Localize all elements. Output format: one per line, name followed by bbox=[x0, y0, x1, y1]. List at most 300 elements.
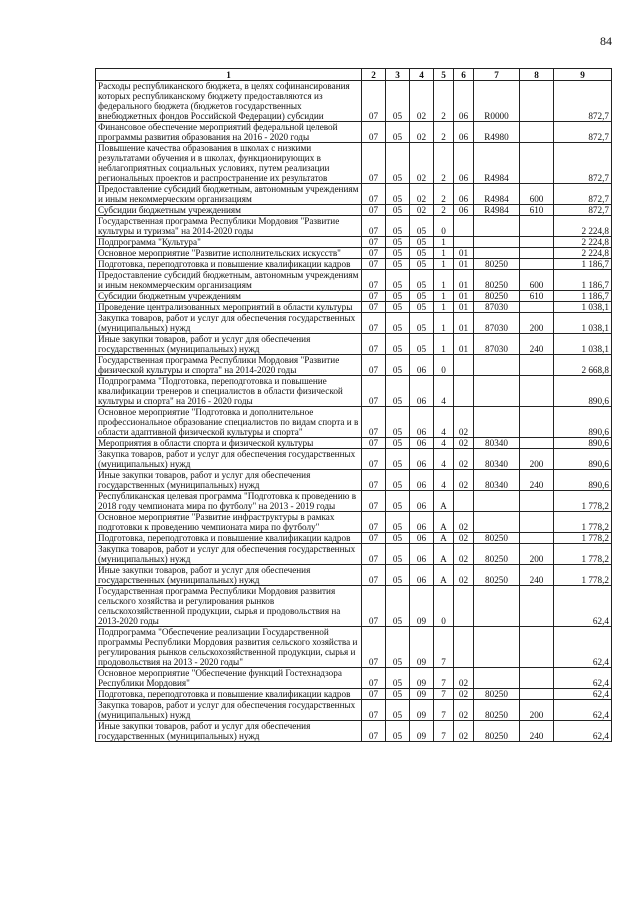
cell-subsection: 05 bbox=[386, 438, 410, 449]
cell-amount: 1 778,2 bbox=[554, 544, 612, 565]
cell-subprogram: 4 bbox=[434, 449, 454, 470]
cell-expense-type: 600 bbox=[520, 270, 554, 291]
cell-section: 07 bbox=[362, 205, 386, 216]
cell-expense-type: 240 bbox=[520, 565, 554, 586]
cell-section: 07 bbox=[362, 491, 386, 512]
cell-program: 06 bbox=[410, 533, 434, 544]
cell-direction: 87030 bbox=[474, 302, 520, 313]
cell-program: 06 bbox=[410, 491, 434, 512]
cell-section: 07 bbox=[362, 689, 386, 700]
cell-expense-type: 610 bbox=[520, 205, 554, 216]
cell-section: 07 bbox=[362, 449, 386, 470]
cell-expense-type: 240 bbox=[520, 334, 554, 355]
cell-amount: 62,4 bbox=[554, 721, 612, 742]
cell-subprogram: 4 bbox=[434, 470, 454, 491]
column-header: 4 bbox=[410, 69, 434, 81]
cell-expense-type: 200 bbox=[520, 700, 554, 721]
cell-amount: 890,6 bbox=[554, 438, 612, 449]
cell-program: 02 bbox=[410, 122, 434, 143]
cell-direction: R4984 bbox=[474, 143, 520, 184]
cell-description: Государственная программа Республики Мордовия развития сельского хозяйства и регулирования рынков сельскохозяйственной продукции, сырья и продовольствия на 2013-2020 годы bbox=[96, 586, 362, 627]
cell-expense-type bbox=[520, 355, 554, 376]
cell-activity: 01 bbox=[454, 334, 474, 355]
cell-subprogram: 7 bbox=[434, 700, 454, 721]
cell-direction bbox=[474, 248, 520, 259]
cell-direction: 80250 bbox=[474, 544, 520, 565]
cell-amount: 872,7 bbox=[554, 205, 612, 216]
cell-program: 06 bbox=[410, 376, 434, 407]
table-row bbox=[96, 721, 612, 742]
cell-direction bbox=[474, 491, 520, 512]
cell-amount: 2 668,8 bbox=[554, 355, 612, 376]
cell-activity: 02 bbox=[454, 544, 474, 565]
cell-section: 07 bbox=[362, 216, 386, 237]
cell-amount: 1 778,2 bbox=[554, 565, 612, 586]
cell-direction bbox=[474, 376, 520, 407]
cell-direction bbox=[474, 627, 520, 668]
cell-description: Иные закупки товаров, работ и услуг для обеспечения государственных (муниципальных) нужд bbox=[96, 721, 362, 742]
cell-activity: 02 bbox=[454, 565, 474, 586]
table-row bbox=[96, 449, 612, 470]
cell-subprogram: 2 bbox=[434, 143, 454, 184]
cell-section: 07 bbox=[362, 700, 386, 721]
cell-amount: 1 038,1 bbox=[554, 334, 612, 355]
cell-amount: 890,6 bbox=[554, 449, 612, 470]
table-row bbox=[96, 355, 612, 376]
cell-amount: 1 038,1 bbox=[554, 302, 612, 313]
table-row bbox=[96, 565, 612, 586]
cell-amount: 2 224,8 bbox=[554, 237, 612, 248]
table-row bbox=[96, 627, 612, 668]
cell-description: Основное мероприятие "Обеспечение функций Гостехнадзора Республики Мордовия" bbox=[96, 668, 362, 689]
column-header: 9 bbox=[554, 69, 612, 81]
cell-program: 09 bbox=[410, 627, 434, 668]
cell-description: Закупка товаров, работ и услуг для обеспечения государственных (муниципальных) нужд bbox=[96, 313, 362, 334]
cell-subprogram: 1 bbox=[434, 237, 454, 248]
cell-direction bbox=[474, 586, 520, 627]
cell-expense-type bbox=[520, 122, 554, 143]
cell-amount: 890,6 bbox=[554, 407, 612, 438]
cell-subprogram: А bbox=[434, 565, 454, 586]
table-row bbox=[96, 81, 612, 122]
cell-subsection: 05 bbox=[386, 184, 410, 205]
cell-activity bbox=[454, 627, 474, 668]
cell-subprogram: 0 bbox=[434, 216, 454, 237]
cell-amount: 62,4 bbox=[554, 668, 612, 689]
cell-section: 07 bbox=[362, 668, 386, 689]
cell-subsection: 05 bbox=[386, 565, 410, 586]
cell-direction: 80250 bbox=[474, 291, 520, 302]
cell-amount: 872,7 bbox=[554, 143, 612, 184]
cell-expense-type bbox=[520, 627, 554, 668]
cell-section: 07 bbox=[362, 313, 386, 334]
cell-program: 09 bbox=[410, 586, 434, 627]
table-row bbox=[96, 544, 612, 565]
table-row bbox=[96, 313, 612, 334]
cell-subprogram: 2 bbox=[434, 122, 454, 143]
table-row bbox=[96, 491, 612, 512]
column-header: 5 bbox=[434, 69, 454, 81]
cell-program: 09 bbox=[410, 668, 434, 689]
table-row bbox=[96, 143, 612, 184]
cell-activity: 02 bbox=[454, 512, 474, 533]
cell-activity: 01 bbox=[454, 302, 474, 313]
table-row bbox=[96, 689, 612, 700]
cell-subprogram: 4 bbox=[434, 376, 454, 407]
cell-section: 07 bbox=[362, 586, 386, 627]
column-header: 1 bbox=[96, 69, 362, 81]
cell-expense-type bbox=[520, 512, 554, 533]
cell-subsection: 05 bbox=[386, 700, 410, 721]
cell-section: 07 bbox=[362, 248, 386, 259]
cell-activity: 06 bbox=[454, 205, 474, 216]
cell-expense-type: 200 bbox=[520, 313, 554, 334]
cell-amount: 62,4 bbox=[554, 689, 612, 700]
cell-description: Мероприятия в области спорта и физической культуры bbox=[96, 438, 362, 449]
cell-direction: R0000 bbox=[474, 81, 520, 122]
cell-subsection: 05 bbox=[386, 586, 410, 627]
cell-amount: 890,6 bbox=[554, 470, 612, 491]
cell-description: Государственная программа Республики Мордовия "Развитие физической культуры и спорта" на 2014-2020 годы bbox=[96, 355, 362, 376]
cell-direction: 80250 bbox=[474, 689, 520, 700]
cell-subsection: 05 bbox=[386, 544, 410, 565]
cell-description: Проведение централизованных мероприятий в области культуры bbox=[96, 302, 362, 313]
cell-section: 07 bbox=[362, 627, 386, 668]
cell-direction: R4980 bbox=[474, 122, 520, 143]
cell-description: Подготовка, переподготовка и повышение квалификации кадров bbox=[96, 689, 362, 700]
cell-section: 07 bbox=[362, 122, 386, 143]
cell-activity bbox=[454, 237, 474, 248]
cell-program: 02 bbox=[410, 143, 434, 184]
cell-activity: 02 bbox=[454, 449, 474, 470]
table-row bbox=[96, 270, 612, 291]
table-row bbox=[96, 248, 612, 259]
cell-activity: 02 bbox=[454, 689, 474, 700]
cell-section: 07 bbox=[362, 270, 386, 291]
cell-section: 07 bbox=[362, 334, 386, 355]
cell-section: 07 bbox=[362, 259, 386, 270]
cell-direction: 80250 bbox=[474, 533, 520, 544]
cell-expense-type bbox=[520, 668, 554, 689]
cell-subprogram: 1 bbox=[434, 248, 454, 259]
column-header: 6 bbox=[454, 69, 474, 81]
cell-program: 05 bbox=[410, 334, 434, 355]
cell-activity: 02 bbox=[454, 407, 474, 438]
column-header: 2 bbox=[362, 69, 386, 81]
cell-activity: 02 bbox=[454, 721, 474, 742]
cell-description: Иные закупки товаров, работ и услуг для обеспечения государственных (муниципальных) нужд bbox=[96, 334, 362, 355]
cell-expense-type: 600 bbox=[520, 184, 554, 205]
cell-subsection: 05 bbox=[386, 122, 410, 143]
cell-description: Основное мероприятие "Развитие инфраструктуры в рамках подготовки к проведению чемпионата мира по футболу" bbox=[96, 512, 362, 533]
cell-expense-type bbox=[520, 689, 554, 700]
cell-direction: 80340 bbox=[474, 449, 520, 470]
cell-program: 06 bbox=[410, 470, 434, 491]
cell-direction: 87030 bbox=[474, 313, 520, 334]
cell-subsection: 05 bbox=[386, 376, 410, 407]
cell-subprogram: А bbox=[434, 512, 454, 533]
cell-subprogram: 1 bbox=[434, 259, 454, 270]
cell-amount: 2 224,8 bbox=[554, 216, 612, 237]
cell-program: 05 bbox=[410, 302, 434, 313]
cell-subprogram: А bbox=[434, 533, 454, 544]
cell-expense-type: 200 bbox=[520, 544, 554, 565]
cell-program: 05 bbox=[410, 270, 434, 291]
cell-description: Расходы республиканского бюджета, в целях софинансирования которых республиканскому бюджету предоставляются из федерального бюджета (бюджетов государственных внебюджетных фондов Российской Федерации) субсидии bbox=[96, 81, 362, 122]
cell-subprogram: 1 bbox=[434, 302, 454, 313]
cell-subsection: 05 bbox=[386, 291, 410, 302]
cell-subprogram: 4 bbox=[434, 407, 454, 438]
cell-section: 07 bbox=[362, 237, 386, 248]
cell-program: 06 bbox=[410, 512, 434, 533]
cell-activity bbox=[454, 355, 474, 376]
cell-description: Республиканская целевая программа "Подготовка к проведению в 2018 году чемпионата мира по футболу" на 2013 - 2019 годы bbox=[96, 491, 362, 512]
cell-activity: 02 bbox=[454, 470, 474, 491]
cell-program: 05 bbox=[410, 313, 434, 334]
cell-section: 07 bbox=[362, 355, 386, 376]
table-row bbox=[96, 259, 612, 270]
cell-section: 07 bbox=[362, 438, 386, 449]
cell-section: 07 bbox=[362, 470, 386, 491]
cell-amount: 62,4 bbox=[554, 627, 612, 668]
cell-direction bbox=[474, 355, 520, 376]
cell-section: 07 bbox=[362, 533, 386, 544]
cell-activity: 02 bbox=[454, 438, 474, 449]
cell-program: 06 bbox=[410, 449, 434, 470]
cell-program: 09 bbox=[410, 689, 434, 700]
cell-program: 05 bbox=[410, 237, 434, 248]
cell-section: 07 bbox=[362, 721, 386, 742]
cell-subprogram: 7 bbox=[434, 627, 454, 668]
cell-description: Закупка товаров, работ и услуг для обеспечения государственных (муниципальных) нужд bbox=[96, 544, 362, 565]
cell-expense-type: 240 bbox=[520, 721, 554, 742]
cell-description: Подпрограмма "Обеспечение реализации Государственной программы Республики Мордовия развития сельского хозяйства и регулирования рынков сельскохозяйственной продукции, сырья и продовольствия на 2013 - 2020 годы" bbox=[96, 627, 362, 668]
cell-section: 07 bbox=[362, 291, 386, 302]
cell-program: 05 bbox=[410, 291, 434, 302]
cell-activity: 01 bbox=[454, 291, 474, 302]
cell-program: 02 bbox=[410, 81, 434, 122]
cell-subprogram: А bbox=[434, 544, 454, 565]
cell-amount: 1 778,2 bbox=[554, 491, 612, 512]
cell-subprogram: 7 bbox=[434, 668, 454, 689]
cell-direction: 80250 bbox=[474, 700, 520, 721]
cell-expense-type bbox=[520, 216, 554, 237]
cell-amount: 1 038,1 bbox=[554, 313, 612, 334]
cell-expense-type bbox=[520, 438, 554, 449]
cell-activity: 01 bbox=[454, 259, 474, 270]
cell-description: Основное мероприятие "Развитие исполнительских искусств" bbox=[96, 248, 362, 259]
cell-program: 09 bbox=[410, 700, 434, 721]
cell-amount: 62,4 bbox=[554, 700, 612, 721]
cell-description: Субсидии бюджетным учреждениям bbox=[96, 291, 362, 302]
cell-direction: 80250 bbox=[474, 259, 520, 270]
table-row bbox=[96, 512, 612, 533]
cell-expense-type bbox=[520, 248, 554, 259]
cell-direction: R4984 bbox=[474, 205, 520, 216]
cell-direction: 80250 bbox=[474, 565, 520, 586]
cell-direction bbox=[474, 237, 520, 248]
column-header: 3 bbox=[386, 69, 410, 81]
cell-description: Закупка товаров, работ и услуг для обеспечения государственных (муниципальных) нужд bbox=[96, 449, 362, 470]
cell-subsection: 05 bbox=[386, 216, 410, 237]
cell-description: Финансовое обеспечение мероприятий федеральной целевой программы развития образования на 2016 - 2020 годы bbox=[96, 122, 362, 143]
table-row bbox=[96, 470, 612, 491]
cell-description: Закупка товаров, работ и услуг для обеспечения государственных (муниципальных) нужд bbox=[96, 700, 362, 721]
cell-subsection: 05 bbox=[386, 334, 410, 355]
cell-subsection: 05 bbox=[386, 689, 410, 700]
cell-subprogram: 1 bbox=[434, 291, 454, 302]
cell-section: 07 bbox=[362, 407, 386, 438]
cell-activity bbox=[454, 586, 474, 627]
cell-amount: 890,6 bbox=[554, 376, 612, 407]
cell-subprogram: 1 bbox=[434, 270, 454, 291]
table-row bbox=[96, 184, 612, 205]
cell-program: 02 bbox=[410, 184, 434, 205]
column-header: 7 bbox=[474, 69, 520, 81]
cell-activity: 06 bbox=[454, 143, 474, 184]
cell-subprogram: А bbox=[434, 491, 454, 512]
table-row bbox=[96, 407, 612, 438]
cell-direction bbox=[474, 407, 520, 438]
cell-description: Подпрограмма "Подготовка, переподготовка и повышение квалификации тренеров и специалистов в области физической культуры и спорта" на 2016 - 2020 годы bbox=[96, 376, 362, 407]
cell-activity: 06 bbox=[454, 81, 474, 122]
cell-subsection: 05 bbox=[386, 237, 410, 248]
table-row bbox=[96, 205, 612, 216]
table-row bbox=[96, 668, 612, 689]
cell-program: 06 bbox=[410, 438, 434, 449]
cell-direction: 80340 bbox=[474, 438, 520, 449]
cell-description: Предоставление субсидий бюджетным, автономным учреждениям и иным некоммерческим организациям bbox=[96, 184, 362, 205]
table-row bbox=[96, 291, 612, 302]
cell-section: 07 bbox=[362, 184, 386, 205]
cell-subprogram: 7 bbox=[434, 721, 454, 742]
cell-subsection: 05 bbox=[386, 491, 410, 512]
cell-amount: 872,7 bbox=[554, 81, 612, 122]
cell-description: Государственная программа Республики Мордовия "Развитие культуры и туризма" на 2014-2020 годы bbox=[96, 216, 362, 237]
cell-amount: 1 186,7 bbox=[554, 291, 612, 302]
cell-amount: 872,7 bbox=[554, 184, 612, 205]
cell-activity bbox=[454, 491, 474, 512]
cell-amount: 1 186,7 bbox=[554, 259, 612, 270]
cell-subsection: 05 bbox=[386, 627, 410, 668]
cell-subsection: 05 bbox=[386, 721, 410, 742]
cell-subsection: 05 bbox=[386, 313, 410, 334]
cell-direction bbox=[474, 512, 520, 533]
cell-description: Основное мероприятие "Подготовка и дополнительное профессиональное образование специалистов по видам спорта и в области адаптивной физической культуры и спорта" bbox=[96, 407, 362, 438]
cell-expense-type bbox=[520, 302, 554, 313]
cell-expense-type: 200 bbox=[520, 449, 554, 470]
cell-amount: 1 778,2 bbox=[554, 533, 612, 544]
table-row bbox=[96, 122, 612, 143]
cell-subsection: 05 bbox=[386, 470, 410, 491]
cell-expense-type: 240 bbox=[520, 470, 554, 491]
cell-section: 07 bbox=[362, 143, 386, 184]
cell-subsection: 05 bbox=[386, 512, 410, 533]
cell-activity: 06 bbox=[454, 122, 474, 143]
cell-subsection: 05 bbox=[386, 533, 410, 544]
cell-activity: 02 bbox=[454, 668, 474, 689]
budget-table bbox=[95, 68, 612, 742]
cell-subsection: 05 bbox=[386, 248, 410, 259]
table-body bbox=[96, 81, 612, 742]
cell-description: Подготовка, переподготовка и повышение квалификации кадров bbox=[96, 533, 362, 544]
table-header-row bbox=[96, 69, 612, 81]
cell-subsection: 05 bbox=[386, 449, 410, 470]
cell-section: 07 bbox=[362, 376, 386, 407]
table-row bbox=[96, 334, 612, 355]
table-row bbox=[96, 700, 612, 721]
cell-program: 06 bbox=[410, 355, 434, 376]
table-row bbox=[96, 533, 612, 544]
table-row bbox=[96, 586, 612, 627]
cell-subsection: 05 bbox=[386, 81, 410, 122]
cell-subsection: 05 bbox=[386, 270, 410, 291]
cell-description: Подпрограмма "Культура" bbox=[96, 237, 362, 248]
cell-subprogram: 2 bbox=[434, 81, 454, 122]
cell-program: 05 bbox=[410, 216, 434, 237]
cell-expense-type bbox=[520, 259, 554, 270]
table-row bbox=[96, 438, 612, 449]
cell-expense-type bbox=[520, 407, 554, 438]
cell-activity bbox=[454, 376, 474, 407]
cell-program: 06 bbox=[410, 544, 434, 565]
cell-amount: 2 224,8 bbox=[554, 248, 612, 259]
cell-section: 07 bbox=[362, 544, 386, 565]
cell-section: 07 bbox=[362, 81, 386, 122]
cell-subprogram: 2 bbox=[434, 205, 454, 216]
cell-amount: 872,7 bbox=[554, 122, 612, 143]
cell-expense-type bbox=[520, 586, 554, 627]
cell-description: Субсидии бюджетным учреждениям bbox=[96, 205, 362, 216]
cell-description: Предоставление субсидий бюджетным, автономным учреждениям и иным некоммерческим организациям bbox=[96, 270, 362, 291]
table-row bbox=[96, 302, 612, 313]
cell-subprogram: 2 bbox=[434, 184, 454, 205]
cell-expense-type bbox=[520, 81, 554, 122]
page-number: 84 bbox=[600, 34, 612, 48]
cell-section: 07 bbox=[362, 302, 386, 313]
cell-program: 09 bbox=[410, 721, 434, 742]
cell-expense-type bbox=[520, 491, 554, 512]
table-row bbox=[96, 237, 612, 248]
cell-activity: 02 bbox=[454, 533, 474, 544]
cell-description: Иные закупки товаров, работ и услуг для обеспечения государственных (муниципальных) нужд bbox=[96, 565, 362, 586]
cell-program: 05 bbox=[410, 259, 434, 270]
cell-amount: 1 778,2 bbox=[554, 512, 612, 533]
cell-subsection: 05 bbox=[386, 668, 410, 689]
cell-expense-type bbox=[520, 143, 554, 184]
cell-expense-type bbox=[520, 237, 554, 248]
cell-amount: 1 186,7 bbox=[554, 270, 612, 291]
cell-subsection: 05 bbox=[386, 205, 410, 216]
cell-direction bbox=[474, 216, 520, 237]
cell-direction: 80250 bbox=[474, 721, 520, 742]
cell-direction: 80250 bbox=[474, 270, 520, 291]
cell-description: Повышение качества образования в школах с низкими результатами обучения и в школах, функционирующих в неблагоприятных социальных условиях, путем реализации региональных проектов и распространение их результатов bbox=[96, 143, 362, 184]
cell-program: 05 bbox=[410, 248, 434, 259]
cell-description: Иные закупки товаров, работ и услуг для обеспечения государственных (муниципальных) нужд bbox=[96, 470, 362, 491]
cell-subprogram: 0 bbox=[434, 355, 454, 376]
cell-expense-type bbox=[520, 376, 554, 407]
cell-activity: 06 bbox=[454, 184, 474, 205]
cell-subprogram: 7 bbox=[434, 689, 454, 700]
column-header: 8 bbox=[520, 69, 554, 81]
cell-direction: 80340 bbox=[474, 470, 520, 491]
cell-expense-type bbox=[520, 533, 554, 544]
cell-program: 06 bbox=[410, 407, 434, 438]
cell-activity: 02 bbox=[454, 700, 474, 721]
cell-direction: 87030 bbox=[474, 334, 520, 355]
cell-subsection: 05 bbox=[386, 302, 410, 313]
